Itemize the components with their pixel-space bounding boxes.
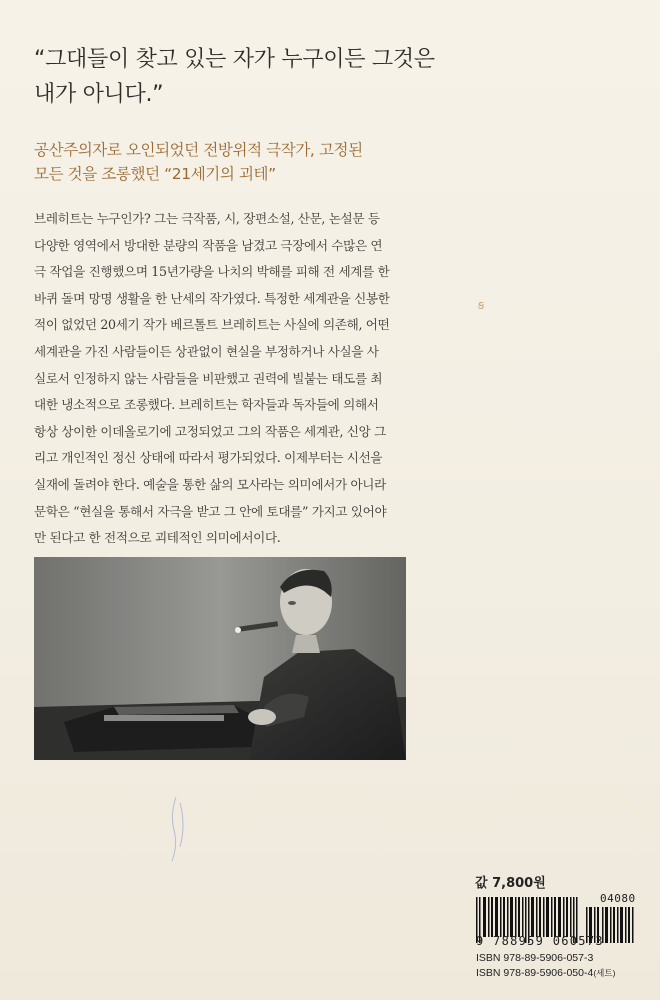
body-line: 브레히트는 누구인가? 그는 극작품, 시, 장편소설, 산문, 논설문 등 xyxy=(34,211,380,226)
barcode-digits: 9 788959 060573 xyxy=(476,934,604,948)
body-text xyxy=(34,206,412,552)
ink-speck: ꞩ xyxy=(478,298,485,312)
quote-heading xyxy=(34,42,454,112)
body-line: 바퀴 돌며 망명 생활을 한 난세의 작가였다. 특정한 세계관을 신봉한 xyxy=(34,290,390,306)
body-line: 리고 개인적인 정신 상태에 따라서 평가되었다. 이제부터는 시선을 xyxy=(34,450,383,466)
body-line: 문학은 “현실을 통해서 자극을 받고 그 안에 토대를” 가지고 있어야 xyxy=(34,503,387,519)
isbn-set-line xyxy=(476,967,615,979)
subheading xyxy=(34,138,434,186)
body-line: 다양한 영역에서 방대한 분량의 작품을 남겼고 극장에서 수많은 연 xyxy=(34,237,383,253)
body-line: 세계관을 가진 사람들이든 상관없이 현실을 부정하거나 사실을 사 xyxy=(34,343,379,359)
body-line: 극 작업을 진행했으며 15년가량을 나치의 박해를 피해 전 세계를 한 xyxy=(34,264,390,280)
body-line: 대한 냉소적으로 조롱했다. 브레히트는 학자들과 독자들에 의해서 xyxy=(34,397,379,413)
body-line: 실재에 돌려야 한다. 예술을 통한 삶의 모사라는 의미에서가 아니라 xyxy=(34,476,386,492)
isbn-set-suffix: (세트) xyxy=(593,968,616,978)
quote-line: 내가 아니다.” xyxy=(34,82,164,107)
body-line: 실로서 인정하지 않는 사람들을 비판했고 권력에 빌붙는 태도를 최 xyxy=(34,370,383,386)
author-photo xyxy=(34,557,406,760)
isbn-line: ISBN 978-89-5906-057-3 xyxy=(476,952,594,964)
price-label: 값 7,800원 xyxy=(475,876,546,891)
body-line: 항상 상이한 이데올로기에 고정되었고 그의 작품은 세계관, 신앙 그 xyxy=(34,423,386,439)
subheading-line: 모든 것을 조롱했던 “21세기의 괴테” xyxy=(34,165,276,183)
isbn-set-number: ISBN 978-89-5906-050-4 xyxy=(476,967,594,979)
body-line: 만 된다고 한 전적으로 괴테적인 의미에서이다. xyxy=(34,530,281,546)
body-line: 적이 없었던 20세기 작가 베르톨트 브레히트는 사실에 의존해, 어떤 xyxy=(34,317,390,333)
barcode-addon-digits: 04080 xyxy=(600,892,636,905)
subheading-line: 공산주의자로 오인되었던 전방위적 극작가, 고정된 xyxy=(34,141,363,159)
quote-line: “그대들이 찾고 있는 자가 누구이든 그것은 xyxy=(34,47,435,72)
pencil-scribble xyxy=(164,795,194,865)
